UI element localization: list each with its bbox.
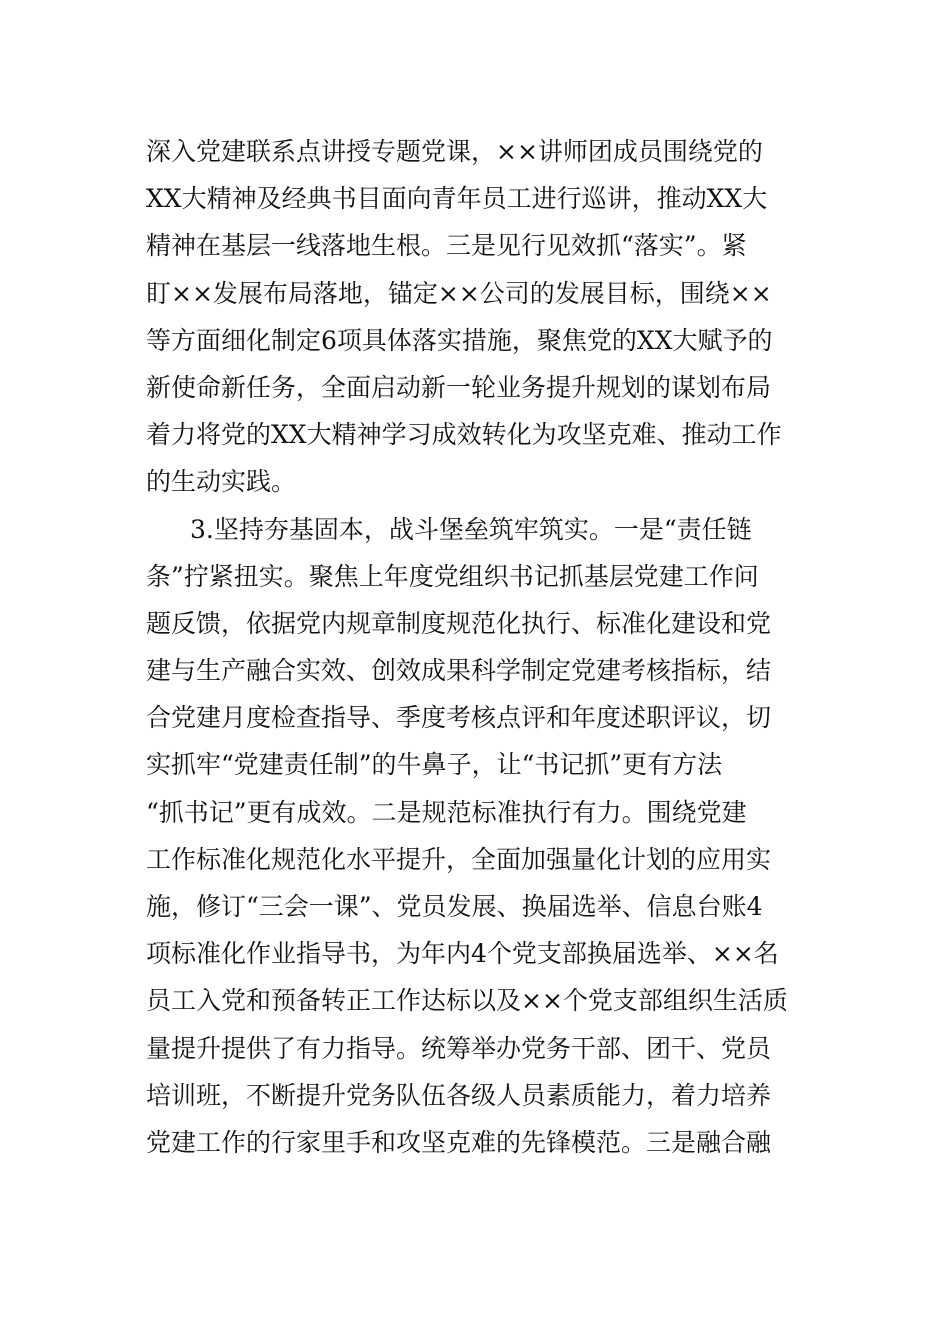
paragraph-line: 培训班，不断提升党务队伍各级人员素质能力，着力培养 bbox=[146, 1080, 772, 1110]
paragraph-line: 项标准化作业指导书，为年内4个党支部换届选举、××名 bbox=[146, 939, 779, 969]
paragraph-line: 精神在基层一线落地生根。三是见行见效抓“落实”。紧 bbox=[146, 231, 747, 261]
paragraph-line: XX大精神及经典书目面向青年员工进行巡讲，推动XX大 bbox=[146, 184, 768, 214]
paragraph-line: 题反馈，依据党内规章制度规范化执行、标准化建设和党 bbox=[146, 608, 772, 638]
paragraph-line: 工作标准化规范化水平提升，全面加强量化计划的应用实 bbox=[146, 844, 772, 874]
paragraph-line: 施，修订“三会一课”、党员发展、换届选举、信息台账4 bbox=[146, 892, 763, 921]
paragraph-line: 等方面细化制定6项具体落实措施，聚焦党的XX大赋予的 bbox=[146, 325, 773, 355]
paragraph-line: 着力将党的XX大精神学习成效转化为攻坚克难、推动工作 bbox=[146, 420, 782, 450]
paragraph-line: 的生动实践。 bbox=[146, 467, 297, 497]
paragraph-line: 合党建月度检查指导、季度考核点评和年度述职评议，切 bbox=[146, 703, 772, 733]
paragraph-line: 盯××发展布局落地，锚定××公司的发展目标，围绕×× bbox=[146, 278, 772, 308]
document-body bbox=[146, 128, 816, 1166]
paragraph-line: “抓书记”更有成效。二是规范标准执行有力。围绕党建 bbox=[146, 797, 747, 827]
paragraph-line: 实抓牢“党建责任制”的牛鼻子，让“书记抓”更有方法 bbox=[146, 750, 723, 780]
paragraph-line: 员工入党和预备转正工作达标以及××个党支部组织生活质 bbox=[146, 986, 788, 1016]
paragraph-2 bbox=[146, 506, 816, 1167]
paragraph-first-line: 3.坚持夯基固本，战斗堡垒筑牢筑实。一是“责任链 bbox=[190, 514, 752, 544]
paragraph-line: 建与生产融合实效、创效成果科学制定党建考核指标，结 bbox=[146, 656, 772, 686]
paragraph-1 bbox=[146, 128, 816, 506]
paragraph-line: 党建工作的行家里手和攻坚克难的先锋模范。三是融合融 bbox=[146, 1127, 772, 1157]
paragraph-line: 量提升提供了有力指导。统筹举办党务干部、团干、党员 bbox=[146, 1033, 772, 1063]
paragraph-line: 深入党建联系点讲授专题党课，××讲师团成员围绕党的 bbox=[146, 137, 763, 166]
paragraph-line: 新使命新任务，全面启动新一轮业务提升规划的谋划布局 bbox=[146, 372, 772, 402]
paragraph-line: 条”拧紧扭实。聚焦上年度党组织书记抓基层党建工作问 bbox=[146, 561, 759, 591]
